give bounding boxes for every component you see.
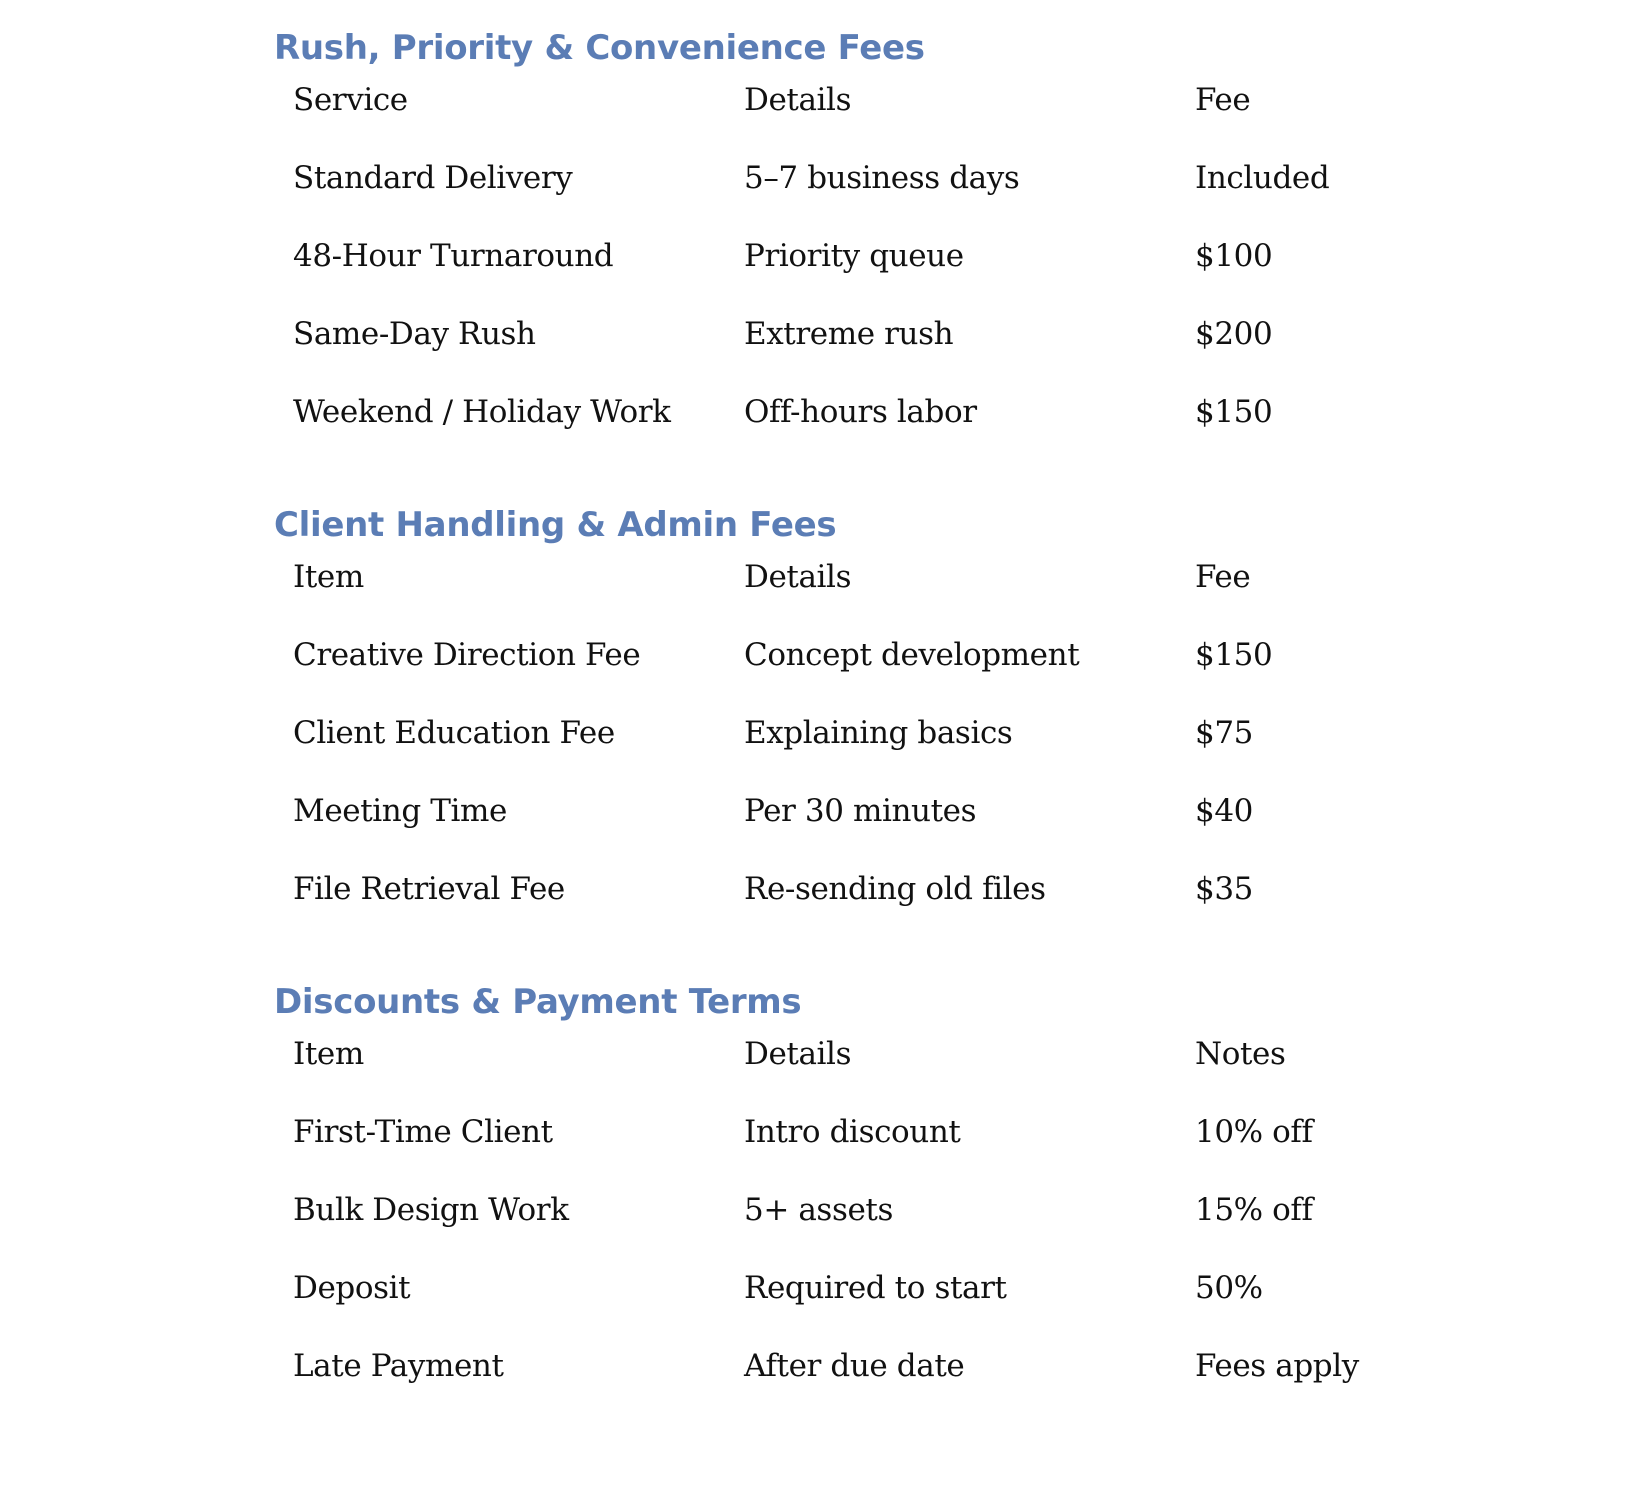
section-title: Discounts & Payment Terms — [274, 982, 802, 1022]
cell-fee: $150 — [1195, 637, 1273, 673]
table-row — [293, 373, 1395, 451]
table-header-row — [293, 1015, 1395, 1093]
header-item: Item — [293, 559, 364, 595]
cell-fee: $75 — [1195, 715, 1253, 751]
cell-details: Re-sending old files — [744, 871, 1046, 907]
cell-item: Meeting Time — [293, 793, 508, 829]
table-row — [293, 139, 1395, 217]
cell-service: Standard Delivery — [293, 160, 573, 196]
cell-service: Weekend / Holiday Work — [293, 394, 671, 430]
table-row — [293, 616, 1395, 694]
table-row — [293, 1249, 1395, 1327]
table-row — [293, 295, 1395, 373]
table-header-row — [293, 61, 1395, 139]
cell-fee: $200 — [1195, 316, 1273, 352]
section-title: Client Handling & Admin Fees — [274, 505, 837, 545]
cell-fee: $150 — [1195, 394, 1273, 430]
cell-details: Priority queue — [744, 238, 964, 274]
cell-item: Late Payment — [293, 1348, 504, 1384]
cell-notes: 15% off — [1195, 1192, 1313, 1228]
cell-fee: $100 — [1195, 238, 1273, 274]
cell-details: Per 30 minutes — [744, 793, 977, 829]
cell-service: Same-Day Rush — [293, 316, 536, 352]
cell-fee: Included — [1195, 160, 1330, 196]
fee-table — [293, 538, 1395, 928]
cell-notes: 50% — [1195, 1270, 1263, 1306]
table-header-row — [293, 538, 1395, 616]
table-row — [293, 772, 1395, 850]
cell-notes: Fees apply — [1195, 1348, 1359, 1384]
header-fee: Fee — [1195, 82, 1251, 118]
table-row — [293, 850, 1395, 928]
header-fee: Fee — [1195, 559, 1251, 595]
table-row — [293, 694, 1395, 772]
cell-details: Explaining basics — [744, 715, 1013, 751]
fee-table — [293, 1015, 1395, 1405]
table-row — [293, 1093, 1395, 1171]
header-details: Details — [744, 559, 852, 595]
cell-details: Required to start — [744, 1270, 1007, 1306]
cell-details: 5+ assets — [744, 1192, 893, 1228]
header-details: Details — [744, 1036, 852, 1072]
cell-details: 5–7 business days — [744, 160, 1020, 196]
cell-item: File Retrieval Fee — [293, 871, 565, 907]
cell-item: Bulk Design Work — [293, 1192, 569, 1228]
cell-item: Client Education Fee — [293, 715, 615, 751]
cell-notes: 10% off — [1195, 1114, 1313, 1150]
header-details: Details — [744, 82, 852, 118]
table-row — [293, 217, 1395, 295]
header-notes: Notes — [1195, 1036, 1286, 1072]
fee-table — [293, 61, 1395, 451]
header-item: Item — [293, 1036, 364, 1072]
cell-fee: $35 — [1195, 871, 1253, 907]
cell-fee: $40 — [1195, 793, 1253, 829]
cell-service: 48-Hour Turnaround — [293, 238, 614, 274]
table-row — [293, 1171, 1395, 1249]
cell-details: Concept development — [744, 637, 1080, 673]
cell-item: Creative Direction Fee — [293, 637, 641, 673]
cell-item: Deposit — [293, 1270, 411, 1306]
cell-details: After due date — [744, 1348, 965, 1384]
cell-details: Intro discount — [744, 1114, 961, 1150]
cell-details: Off-hours labor — [744, 394, 977, 430]
header-service: Service — [293, 82, 408, 118]
cell-item: First-Time Client — [293, 1114, 553, 1150]
table-row — [293, 1327, 1395, 1405]
cell-details: Extreme rush — [744, 316, 954, 352]
section-title: Rush, Priority & Convenience Fees — [274, 28, 925, 68]
